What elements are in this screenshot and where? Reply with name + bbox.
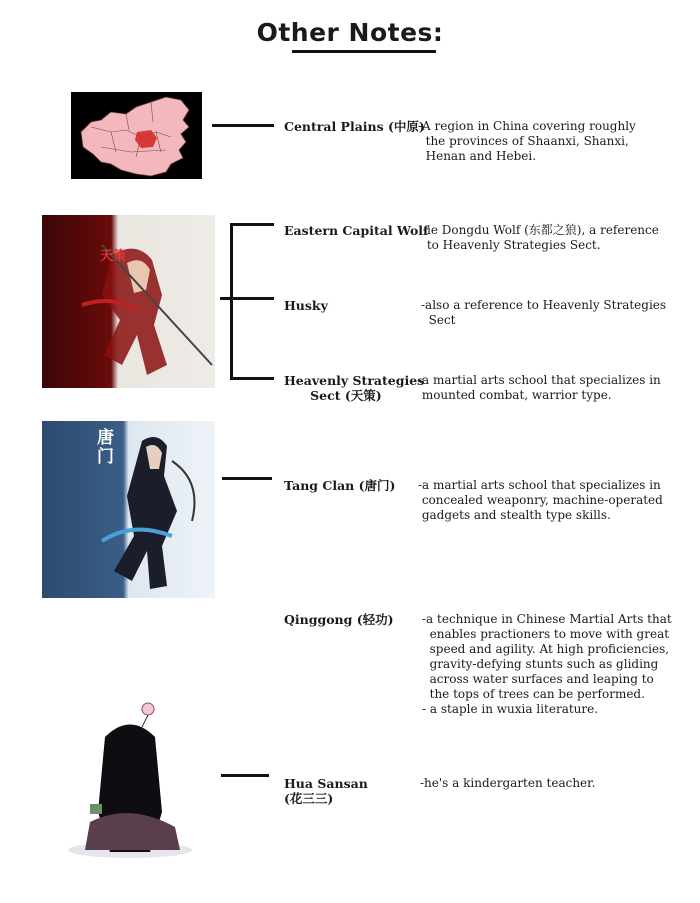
bracket-tick-husky — [220, 297, 274, 300]
term-husky: Husky — [284, 298, 328, 313]
term-qinggong: Qinggong (轻功) — [284, 612, 394, 627]
definition-heavenly-strategies-sect: -a martial arts school that specializes in mounted combat, warrior type. — [418, 373, 661, 402]
term-heavenly-strategies-sect: Heavenly Strategies Sect (天策) — [284, 373, 425, 403]
poster-1-title: 天策 — [100, 249, 127, 264]
definition-eastern-capital-wolf: -ie Dongdu Wolf (东都之狼), a reference to Heavenly Strategies Sect. — [423, 223, 659, 252]
connector-line-hua-sansan — [221, 774, 269, 777]
title-underline — [292, 50, 436, 53]
definition-qinggong: -a technique in Chinese Martial Arts that enables practioners to move with great speed and agility. At high proficiencies, gravity-defying stunts such as gliding across water surfaces and leaping to the tops of trees can be performed. - a staple in wuxia literature. — [422, 612, 672, 716]
china-map-image — [71, 92, 202, 179]
term-central-plains: Central Plains (中原) — [284, 119, 425, 134]
definition-central-plains: -A region in China covering roughly the provinces of Shaanxi, Shanxi, Henan and Hebei. — [418, 119, 636, 163]
definition-hua-sansan: -he's a kindergarten teacher. — [420, 776, 596, 790]
hua-sansan-chibi-image — [60, 692, 195, 860]
definition-tang-clan: -a martial arts school that specializes in concealed weaponry, machine-operated gadgets and stealth type skills. — [418, 478, 663, 522]
connector-line-tang-clan — [222, 477, 272, 480]
term-hua-sansan: Hua Sansan (花三三) — [284, 776, 368, 806]
bracket-tick-eastern-capital-wolf — [230, 223, 274, 226]
term-eastern-capital-wolf: Eastern Capital Wolf — [284, 223, 429, 238]
bracket-tick-heavenly-strategies — [230, 377, 274, 380]
page-title: Other Notes: — [256, 18, 444, 47]
tang-clan-poster-image — [42, 421, 215, 598]
definition-husky: -also a reference to Heavenly Strategies Sect — [421, 298, 667, 327]
term-tang-clan: Tang Clan (唐门) — [284, 478, 396, 493]
heavenly-strategies-poster-image — [42, 215, 215, 388]
bracket-vertical-line — [230, 223, 233, 380]
poster-2-title: 唐门 — [97, 428, 114, 467]
connector-line-central-plains — [212, 124, 274, 127]
